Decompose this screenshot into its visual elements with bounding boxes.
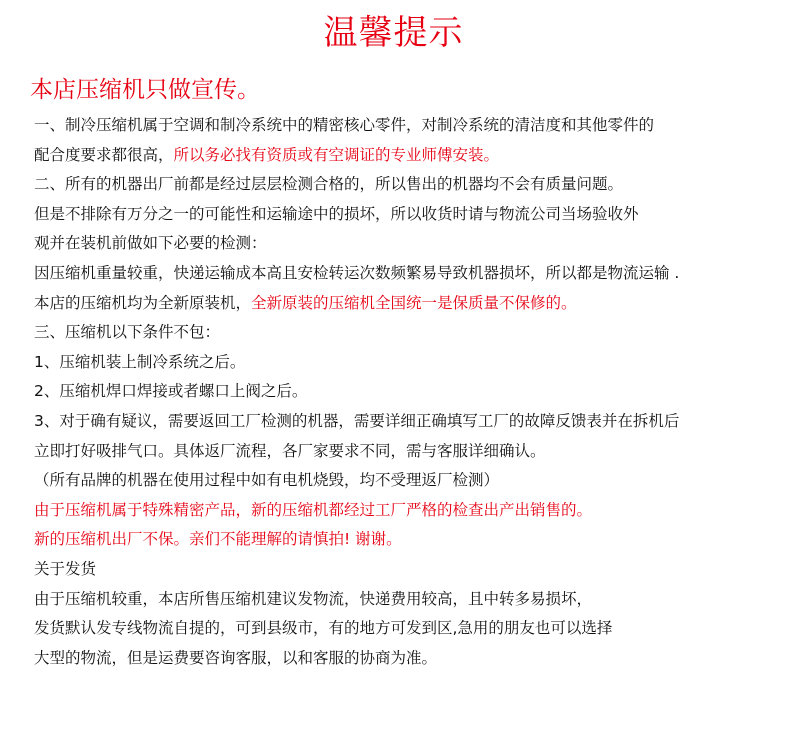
line-text: （所有品牌的机器在使用过程中如有电机烧毁，均不受理返厂检测） xyxy=(34,471,500,490)
line-text: 3、对于确有疑议，需要返回工厂检测的机器，需要详细正确填写工厂的故障反馈表并在拆机后 xyxy=(34,411,680,430)
text-line xyxy=(34,614,779,644)
text-line xyxy=(34,377,779,407)
text-line xyxy=(34,466,779,496)
line-highlight: 由于压缩机属于特殊精密产品，新的压缩机都经过工厂严格的检查出产出销售的。 xyxy=(34,500,593,519)
text-line xyxy=(34,555,779,585)
line-text: 由于压缩机较重，本店所售压缩机建议发物流，快递费用较高，且中转多易损坏， xyxy=(34,589,593,608)
store-notice: 本店压缩机只做宣传。 xyxy=(30,77,260,103)
text-line xyxy=(34,525,779,555)
text-line xyxy=(34,170,779,200)
line-highlight: 新的压缩机出厂不保。亲们不能理解的请慎拍! 谢谢。 xyxy=(34,530,402,549)
page-title: 温馨提示 xyxy=(323,13,464,53)
line-text: 但是不排除有万分之一的可能性和运输途中的损坏，所以收货时请与物流公司当场验收外 xyxy=(34,204,639,223)
text-line xyxy=(34,259,779,289)
text-line xyxy=(34,200,779,230)
text-line xyxy=(34,496,779,526)
text-line xyxy=(34,644,779,674)
text-line xyxy=(34,437,779,467)
line-text: 1、压缩机装上制冷系统之后。 xyxy=(34,352,246,371)
line-text: 立即打好吸排气口。具体返厂流程，各厂家要求不同，需与客服详细确认。 xyxy=(34,441,546,460)
text-line xyxy=(34,229,779,259)
text-line xyxy=(34,585,779,615)
line-text: 2、压缩机焊口焊接或者螺口上阀之后。 xyxy=(34,382,308,401)
line-text: 一、制冷压缩机属于空调和制冷系统中的精密核心零件，对制冷系统的清洁度和其他零件的 xyxy=(34,116,655,134)
text-line xyxy=(34,318,779,348)
line-highlight: 全新原装的压缩机全国统一是保质量不保修的。 xyxy=(251,293,577,312)
text-line xyxy=(34,289,779,319)
text-line xyxy=(34,111,779,141)
line-text: 因压缩机重量较重，快递运输成本高且安检转运次数频繁易导致机器损坏，所以都是物流运输 . xyxy=(34,263,680,282)
line-text: 观并在装机前做如下必要的检测： xyxy=(34,234,267,253)
line-text: 关于发货 xyxy=(34,559,97,578)
line-highlight: 所以务必找有资质或有空调证的专业师傅安装。 xyxy=(173,145,500,164)
line-text: 三、压缩机以下条件不包： xyxy=(34,323,221,342)
text-line xyxy=(34,141,779,171)
text-line xyxy=(34,407,779,437)
text-line xyxy=(34,348,779,378)
line-text: 配合度要求都很高， xyxy=(34,145,174,164)
line-text: 发货默认发专线物流自提的，可到县级市，有的地方可发到区,急用的朋友也可以选择 xyxy=(34,619,613,638)
notice-body xyxy=(34,111,779,673)
line-text: 二、所有的机器出厂前都是经过层层检测合格的，所以售出的机器均不会有质量问题。 xyxy=(34,175,624,194)
line-text: 本店的压缩机均为全新原装机， xyxy=(34,293,252,312)
line-text: 大型的物流，但是运费要咨询客服，以和客服的协商为准。 xyxy=(34,648,438,667)
